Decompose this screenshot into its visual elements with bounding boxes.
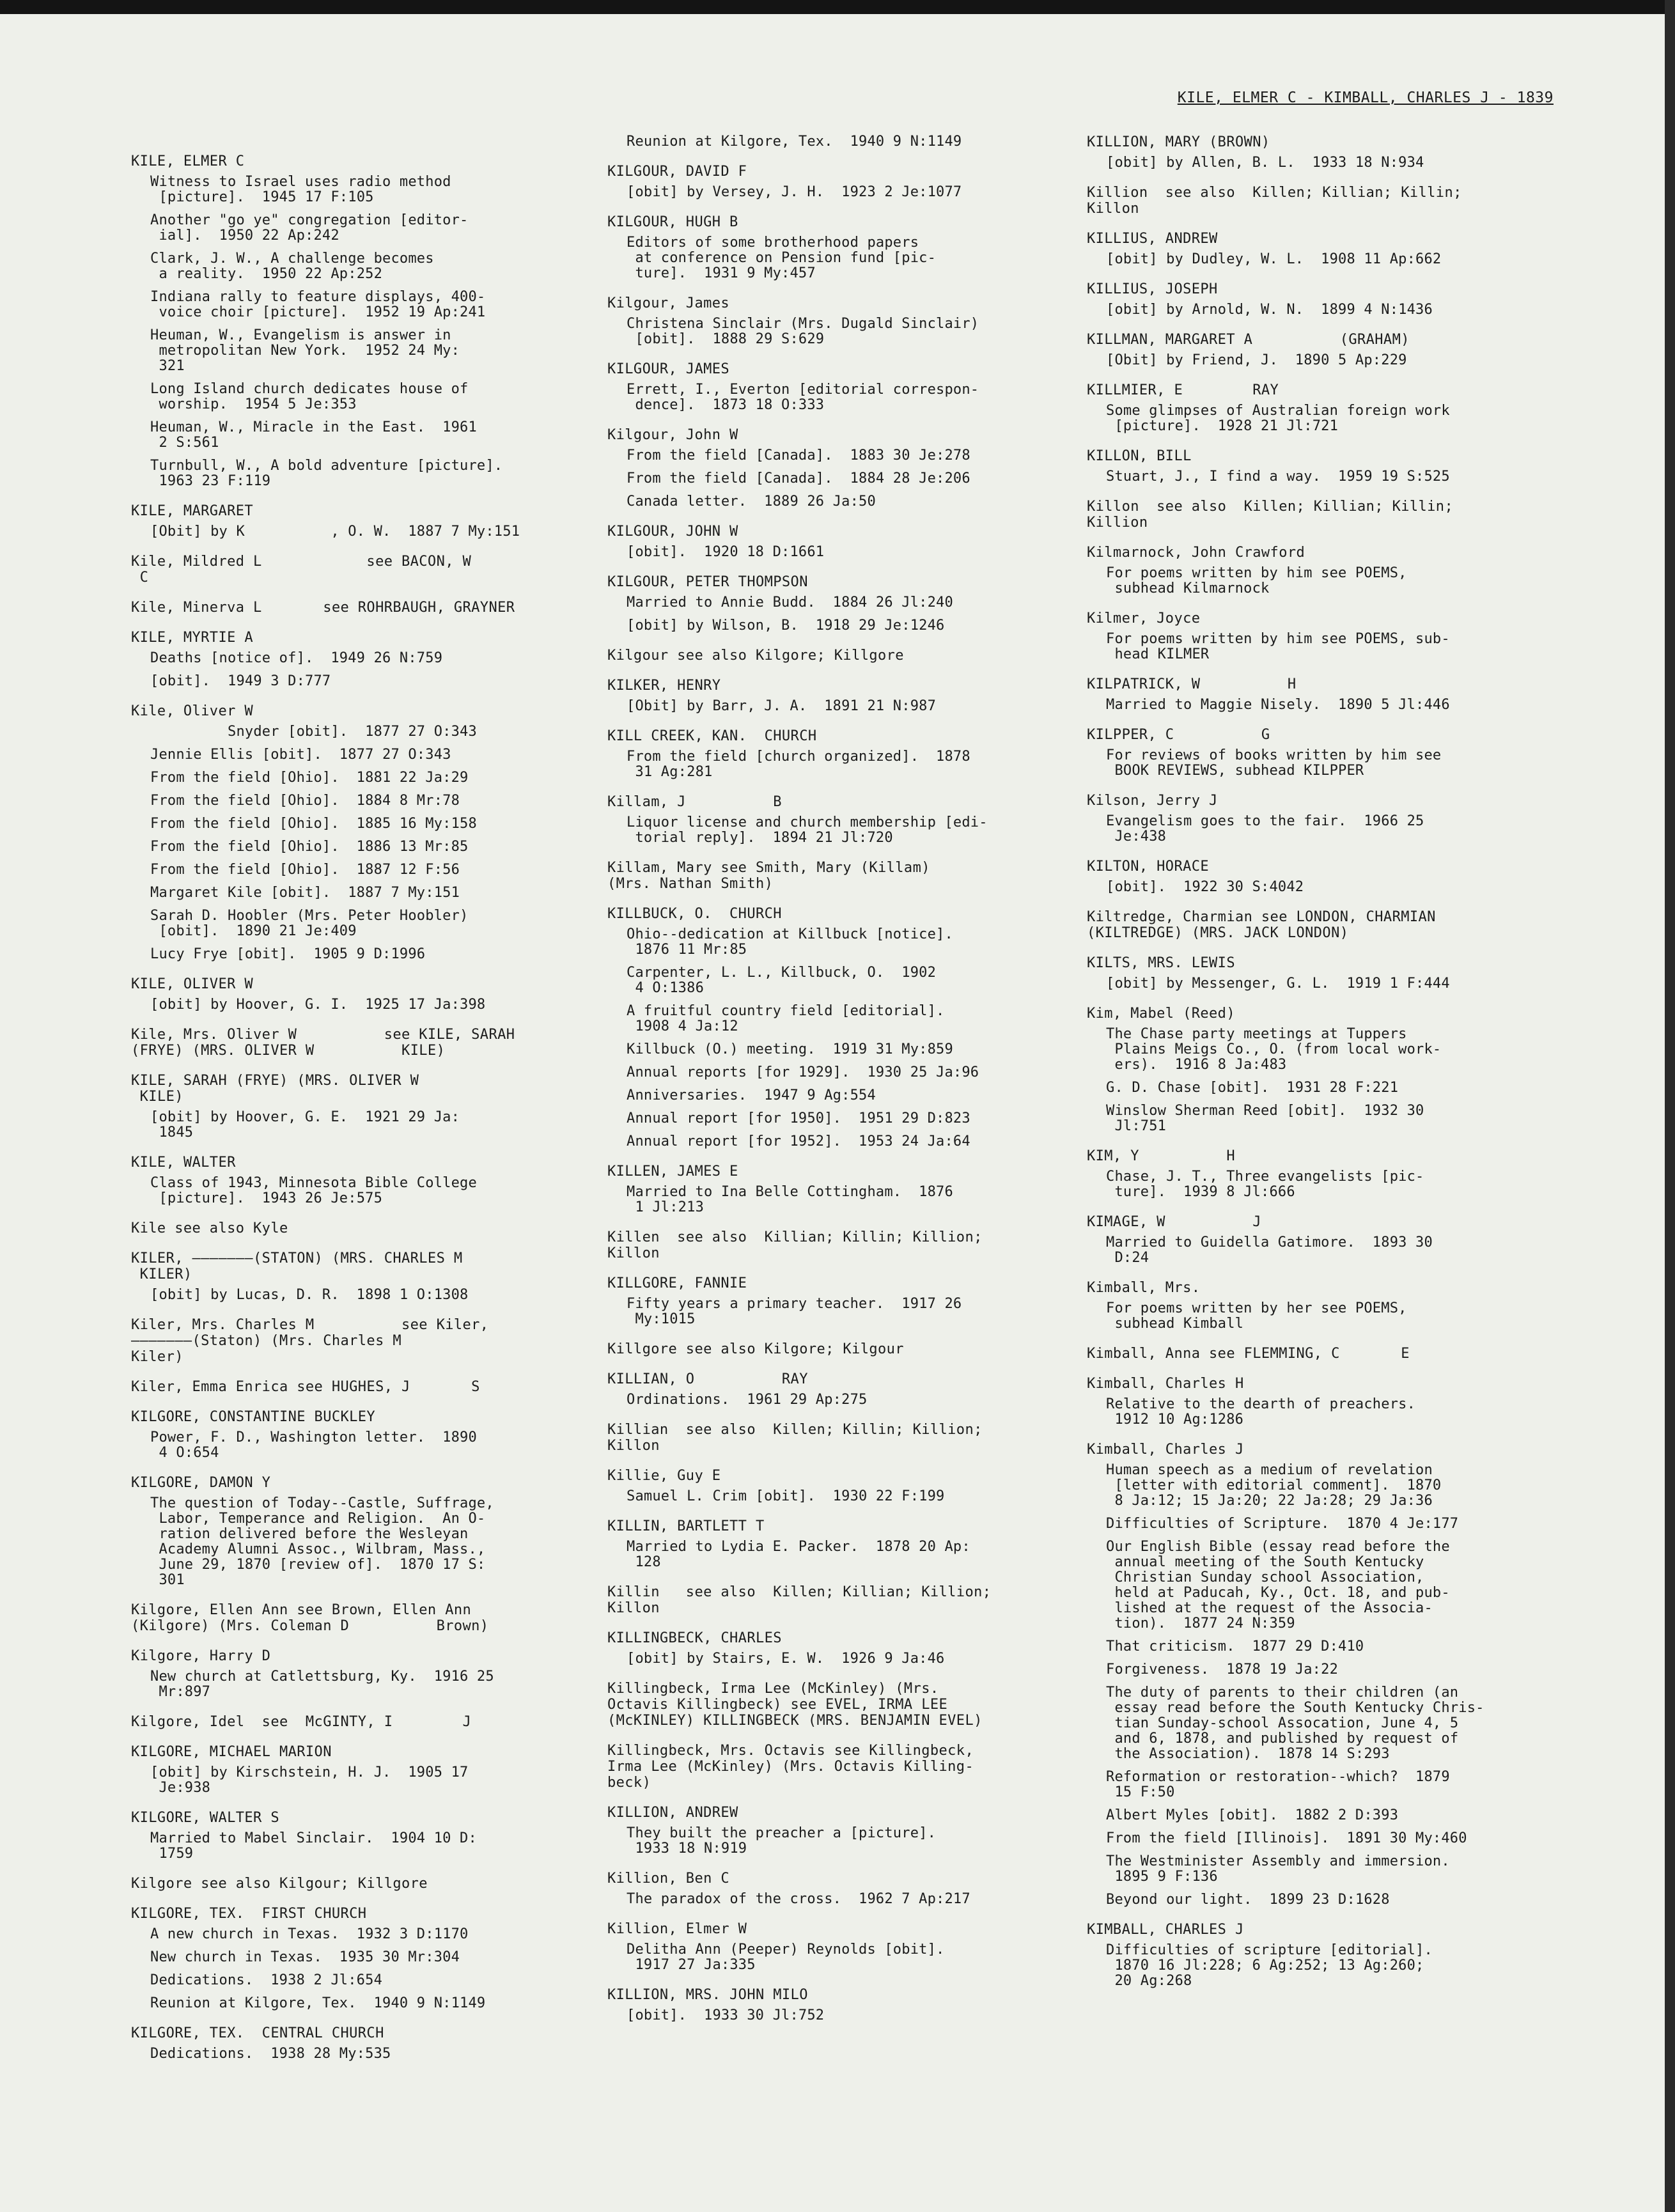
index-entry xyxy=(607,1743,1080,1791)
index-entry xyxy=(607,1229,1080,1261)
entry-heading: Killingbeck, Mrs. Octavis see Killingbeck, Irma Lee (McKinley) (Mrs. Octavis Killing- beck) xyxy=(607,1743,974,1791)
index-entry xyxy=(131,1744,604,1796)
entry-heading: KILE, MYRTIE A xyxy=(131,630,254,646)
entry-reference: Liquor license and church membership [edi- torial reply]. 1894 21 Jl:720 xyxy=(627,814,988,846)
index-entry xyxy=(607,794,1080,846)
entry-heading: KILPPER, C G xyxy=(1087,727,1270,743)
entry-heading: Kilson, Jerry J xyxy=(1087,793,1218,809)
index-entry xyxy=(1087,1376,1560,1428)
index-entry xyxy=(1087,1280,1560,1332)
entry-reference: [obit] by Stairs, E. W. 1926 9 Ja:46 xyxy=(627,1651,945,1667)
index-entry xyxy=(1087,134,1560,171)
entry-heading: Kilgour, James xyxy=(607,295,730,311)
entry-reference: Delitha Ann (Peeper) Reynolds [obit]. 1917 27 Ja:335 xyxy=(627,1942,945,1973)
index-entry xyxy=(607,524,1080,560)
entry-heading: KILGORE, DAMON Y xyxy=(131,1475,271,1491)
index-entry xyxy=(1087,1006,1560,1134)
entry-reference: Married to Annie Budd. 1884 26 Jl:240 xyxy=(627,595,953,611)
entry-heading: Kilgore, Ellen Ann see Brown, Ellen Ann (Kilgore) (Mrs. Coleman D Brown) xyxy=(131,1602,489,1634)
entry-reference: Sarah D. Hoobler (Mrs. Peter Hoobler) [obit]. 1890 21 Je:409 xyxy=(150,908,469,939)
entry-heading: Killin see also Killen; Killian; Killion; Killon xyxy=(607,1584,992,1616)
index-entry xyxy=(131,703,604,962)
entry-heading: Kile, Mildred L see BACON, W C xyxy=(131,554,472,586)
entry-heading: KILGOUR, PETER THOMPSON xyxy=(607,574,808,590)
entry-reference: Annual report [for 1950]. 1951 29 D:823 xyxy=(627,1110,970,1126)
entry-reference: For poems written by her see POEMS, subhead Kimball xyxy=(1106,1300,1407,1332)
entry-heading: Kilgore see also Kilgour; Killgore xyxy=(131,1876,428,1892)
entry-heading: Killgore see also Kilgore; Kilgour xyxy=(607,1341,904,1357)
entry-heading: KILGORE, CONSTANTINE BUCKLEY xyxy=(131,1409,376,1425)
page-header: KILE, ELMER C - KIMBALL, CHARLES J - 1839 xyxy=(1177,90,1554,106)
entry-heading: KILLIUS, ANDREW xyxy=(1087,231,1218,247)
index-entry xyxy=(607,678,1080,714)
entry-heading: KILGOUR, JOHN W xyxy=(607,524,738,540)
entry-reference: New church in Texas. 1935 30 Mr:304 xyxy=(150,1949,460,1965)
entry-reference: Married to Mabel Sinclair. 1904 10 D: 1759 xyxy=(150,1830,477,1862)
entry-reference: Forgiveness. 1878 19 Ja:22 xyxy=(1106,1662,1339,1678)
entry-reference: Samuel L. Crim [obit]. 1930 22 F:199 xyxy=(627,1488,945,1504)
entry-reference: Married to Lydia E. Packer. 1878 20 Ap: 128 xyxy=(627,1539,970,1570)
entry-heading: Kile see also Kyle xyxy=(131,1220,288,1236)
entry-heading: KILE, OLIVER W xyxy=(131,976,254,992)
index-entry xyxy=(607,648,1080,664)
entry-reference: Jennie Ellis [obit]. 1877 27 O:343 xyxy=(150,747,451,763)
entry-heading: KILE, WALTER xyxy=(131,1155,236,1171)
entry-reference: Christena Sinclair (Mrs. Dugald Sinclair) [obit]. 1888 29 S:629 xyxy=(627,316,979,347)
index-entry xyxy=(1087,499,1560,531)
index-entry xyxy=(607,1341,1080,1357)
index-entry xyxy=(607,1468,1080,1504)
index-entry xyxy=(607,427,1080,510)
index-entry xyxy=(1087,1346,1560,1362)
entry-reference: [obit] by Allen, B. L. 1933 18 N:934 xyxy=(1106,155,1424,171)
entry-heading: KILE, ELMER C xyxy=(131,153,245,169)
entry-heading: KILLEN, JAMES E xyxy=(607,1164,738,1180)
entry-reference: Stuart, J., I find a way. 1959 19 S:525 xyxy=(1106,469,1450,485)
entry-reference: [obit] by Lucas, D. R. 1898 1 O:1308 xyxy=(150,1287,469,1303)
index-entry xyxy=(131,1906,604,2011)
entry-reference: Married to Ina Belle Cottingham. 1876 1 Jl:213 xyxy=(627,1184,953,1215)
entry-reference: Albert Myles [obit]. 1882 2 D:393 xyxy=(1106,1807,1399,1823)
index-entry xyxy=(131,1409,604,1461)
entry-heading: Kile, Mrs. Oliver W see KILE, SARAH (FRYE) (MRS. OLIVER W KILE) xyxy=(131,1027,515,1059)
entry-heading: KILGORE, MICHAEL MARION xyxy=(131,1744,332,1760)
entry-heading: KIMAGE, W J xyxy=(1087,1214,1261,1230)
index-entry xyxy=(1087,909,1560,941)
entry-reference: [obit] by Hoover, G. I. 1925 17 Ja:398 xyxy=(150,997,486,1013)
entry-reference: Margaret Kile [obit]. 1887 7 My:151 xyxy=(150,885,460,901)
index-entry xyxy=(131,976,604,1013)
entry-reference: Heuman, W., Miracle in the East. 1961 2 S:561 xyxy=(150,419,477,451)
index-entry xyxy=(607,1371,1080,1408)
entry-heading: KILE, MARGARET xyxy=(131,503,254,519)
index-entry xyxy=(607,1921,1080,1973)
entry-heading: KILLMAN, MARGARET A (GRAHAM) xyxy=(1087,332,1410,348)
entry-heading: KILLBUCK, O. CHURCH xyxy=(607,906,782,922)
entry-heading: Kiltredge, Charmian see LONDON, CHARMIAN (KILTREDGE) (MRS. JACK LONDON) xyxy=(1087,909,1436,941)
entry-heading: Killen see also Killian; Killin; Killion; Killon xyxy=(607,1229,983,1261)
index-entry xyxy=(131,1220,604,1236)
entry-heading: KILGOUR, DAVID F xyxy=(607,164,747,180)
entry-heading: Killion, Ben C xyxy=(607,1871,730,1887)
entry-reference: Ordinations. 1961 29 Ap:275 xyxy=(627,1392,868,1408)
entry-reference: Annual reports [for 1929]. 1930 25 Ja:96 xyxy=(627,1064,979,1080)
index-entry xyxy=(131,1317,604,1365)
entry-heading: KIMBALL, CHARLES J xyxy=(1087,1922,1244,1938)
entry-reference: G. D. Chase [obit]. 1931 28 F:221 xyxy=(1106,1080,1399,1096)
entry-reference: Our English Bible (essay read before the annual meeting of the South Kentucky Christian Sunday school Association, held at Paducah, Ky., Oct. 18, and pub- lished at the request of the Associa- tion). 1877 24 N:359 xyxy=(1106,1539,1450,1632)
entry-reference: [obit] by Kirschstein, H. J. 1905 17 Je:938 xyxy=(150,1764,469,1796)
entry-reference: Reformation or restoration--which? 1879 15 F:50 xyxy=(1106,1769,1450,1800)
entry-heading: Kilgore, Harry D xyxy=(131,1648,271,1664)
entry-heading: KILLION, MARY (BROWN) xyxy=(1087,134,1270,150)
index-entry xyxy=(1087,231,1560,267)
entry-heading: Killam, J B xyxy=(607,794,782,810)
entry-heading: Kimball, Charles H xyxy=(1087,1376,1244,1392)
index-entry xyxy=(607,164,1080,200)
index-entry xyxy=(1087,382,1560,434)
entry-heading: KILER, ———————(STATON) (MRS. CHARLES M KILER) xyxy=(131,1250,463,1282)
entry-reference: [obit] by Arnold, W. N. 1899 4 N:1436 xyxy=(1106,302,1433,318)
index-entry xyxy=(607,1584,1080,1616)
index-entry xyxy=(131,1027,604,1059)
entry-heading: KILLION, ANDREW xyxy=(607,1805,738,1821)
entry-reference: Witness to Israel uses radio method [picture]. 1945 17 F:105 xyxy=(150,174,451,205)
entry-reference: [obit] by Messenger, G. L. 1919 1 F:444 xyxy=(1106,976,1450,992)
index-entry xyxy=(131,630,604,689)
entry-heading: Kilgour, John W xyxy=(607,427,738,443)
entry-reference: From the field [Illinois]. 1891 30 My:460 xyxy=(1106,1830,1467,1846)
entry-reference: Beyond our light. 1899 23 D:1628 xyxy=(1106,1892,1390,1908)
entry-heading: Killion see also Killen; Killian; Killin; Killon xyxy=(1087,185,1462,217)
entry-heading: KILPATRICK, W H xyxy=(1087,676,1297,692)
index-entry xyxy=(131,1250,604,1303)
entry-reference: Killbuck (O.) meeting. 1919 31 My:859 xyxy=(627,1041,953,1057)
entry-heading: KILL CREEK, KAN. CHURCH xyxy=(607,728,817,744)
entry-heading: Kilmer, Joyce xyxy=(1087,611,1201,627)
entry-reference: New church at Catlettsburg, Ky. 1916 25 Mr:897 xyxy=(150,1669,494,1700)
entry-heading: Kimball, Anna see FLEMMING, C E xyxy=(1087,1346,1410,1362)
index-entry xyxy=(607,361,1080,413)
index-entry xyxy=(1087,1148,1560,1200)
entry-reference: Ohio--dedication at Killbuck [notice]. 1876 11 Mr:85 xyxy=(627,926,953,958)
entry-reference: Dedications. 1938 28 My:535 xyxy=(150,2046,391,2062)
entry-reference: A fruitful country field [editorial]. 1908 4 Ja:12 xyxy=(627,1003,945,1034)
index-entry xyxy=(607,1518,1080,1570)
entry-reference: Annual report [for 1952]. 1953 24 Ja:64 xyxy=(627,1133,970,1149)
entry-reference: Turnbull, W., A bold adventure [picture]. 1963 23 F:119 xyxy=(150,458,503,489)
index-entry xyxy=(1087,1442,1560,1908)
entry-reference: From the field [Ohio]. 1887 12 F:56 xyxy=(150,862,460,878)
index-entry xyxy=(131,1379,604,1395)
index-entry xyxy=(1087,859,1560,895)
entry-reference: [obit] by Dudley, W. L. 1908 11 Ap:662 xyxy=(1106,251,1442,267)
entry-reference: Deaths [notice of]. 1949 26 N:759 xyxy=(150,650,443,666)
entry-heading: KILLIUS, JOSEPH xyxy=(1087,281,1218,297)
entry-reference: Fifty years a primary teacher. 1917 26 My:1015 xyxy=(627,1296,962,1327)
entry-heading: Kimball, Mrs. xyxy=(1087,1280,1201,1296)
entry-heading: KILLION, MRS. JOHN MILO xyxy=(607,1987,808,2003)
entry-reference: Indiana rally to feature displays, 400- voice choir [picture]. 1952 19 Ap:241 xyxy=(150,289,486,320)
entry-heading: KILLIN, BARTLETT T xyxy=(607,1518,765,1534)
entry-heading: KILKER, HENRY xyxy=(607,678,721,694)
index-entry xyxy=(131,1876,604,1892)
entry-reference: From the field [Canada]. 1883 30 Je:278 xyxy=(627,448,970,463)
entry-reference: [obit]. 1920 18 D:1661 xyxy=(627,544,825,560)
index-entry xyxy=(131,1602,604,1634)
index-entry xyxy=(1087,611,1560,662)
entry-heading: KILTON, HORACE xyxy=(1087,859,1210,875)
entry-reference: From the field [Ohio]. 1886 13 Mr:85 xyxy=(150,839,469,855)
entry-heading: KILGOUR, JAMES xyxy=(607,361,730,377)
index-entry xyxy=(1087,545,1560,596)
entry-reference: Winslow Sherman Reed [obit]. 1932 30 Jl:751 xyxy=(1106,1103,1424,1134)
index-entry xyxy=(131,2025,604,2062)
index-entry xyxy=(131,1810,604,1862)
index-entry xyxy=(607,574,1080,634)
entry-reference: Some glimpses of Australian foreign work [picture]. 1928 21 Jl:721 xyxy=(1106,403,1450,434)
entry-reference: [obit] by Hoover, G. E. 1921 29 Ja: 1845 xyxy=(150,1109,460,1141)
index-entry xyxy=(1087,727,1560,779)
entry-heading: KILGOUR, HUGH B xyxy=(607,214,738,230)
index-entry xyxy=(607,1871,1080,1907)
entry-reference: From the field [Ohio]. 1881 22 Ja:29 xyxy=(150,770,469,786)
index-entry xyxy=(1087,281,1560,318)
entry-heading: Kilgore, Idel see McGINTY, I J xyxy=(131,1714,472,1730)
entry-reference: [Obit] by Friend, J. 1890 5 Ap:229 xyxy=(1106,352,1407,368)
index-entry xyxy=(131,1648,604,1700)
index-entry xyxy=(1087,955,1560,992)
entry-reference: A new church in Texas. 1932 3 D:1170 xyxy=(150,1926,469,1942)
entry-heading: Kimball, Charles J xyxy=(1087,1442,1244,1458)
index-entry xyxy=(607,1987,1080,2023)
index-entry xyxy=(607,1681,1080,1729)
entry-reference: For poems written by him see POEMS, sub- head KILMER xyxy=(1106,631,1450,662)
entry-reference: [Obit] by Barr, J. A. 1891 21 N:987 xyxy=(627,698,937,714)
entry-heading: KILLGORE, FANNIE xyxy=(607,1275,747,1291)
entry-reference: [obit] by Versey, J. H. 1923 2 Je:1077 xyxy=(627,184,962,200)
entry-heading: KIM, Y H xyxy=(1087,1148,1235,1164)
index-entry xyxy=(1087,676,1560,713)
entry-heading: Killon see also Killen; Killian; Killin; Killion xyxy=(1087,499,1454,531)
index-entry xyxy=(131,1714,604,1730)
scan-top-edge xyxy=(0,0,1675,14)
entry-heading: Killian see also Killen; Killin; Killion; Killon xyxy=(607,1422,983,1454)
index-entry xyxy=(607,1630,1080,1667)
index-entry xyxy=(131,1073,604,1141)
entry-reference: [obit] by Wilson, B. 1918 29 Je:1246 xyxy=(627,618,945,634)
entry-heading: Killingbeck, Irma Lee (McKinley) (Mrs. Octavis Killingbeck) see EVEL, IRMA LEE (McKINLEY) KILLINGBECK (MRS. BENJAMIN EVEL) xyxy=(607,1681,983,1729)
entry-heading: KILGORE, TEX. FIRST CHURCH xyxy=(131,1906,367,1922)
entry-reference: [obit]. 1922 30 S:4042 xyxy=(1106,879,1304,895)
entry-heading: KILGORE, TEX. CENTRAL CHURCH xyxy=(131,2025,384,2041)
index-entry xyxy=(607,295,1080,347)
index-entry xyxy=(607,860,1080,892)
entry-reference: [obit]. 1933 30 Jl:752 xyxy=(627,2007,825,2023)
index-entry xyxy=(607,1422,1080,1454)
index-entry xyxy=(1087,332,1560,368)
entry-reference: Errett, I., Everton [editorial correspon- dence]. 1873 18 O:333 xyxy=(627,382,979,413)
entry-reference: Married to Guidella Gatimore. 1893 30 D:24 xyxy=(1106,1235,1433,1266)
index-entry xyxy=(607,906,1080,1149)
entry-reference: Carpenter, L. L., Killbuck, O. 1902 4 O:1386 xyxy=(627,965,937,996)
entry-reference: For reviews of books written by him see BOOK REVIEWS, subhead KILPPER xyxy=(1106,747,1442,779)
index-entry xyxy=(1087,1214,1560,1266)
entry-reference: The paradox of the cross. 1962 7 Ap:217 xyxy=(627,1891,970,1907)
index-column-right xyxy=(1087,134,1560,2003)
entry-heading: Killie, Guy E xyxy=(607,1468,721,1484)
entry-reference: Editors of some brotherhood papers at conference on Pension fund [pic- ture]. 1931 9 My:457 xyxy=(627,235,937,281)
entry-heading: Killion, Elmer W xyxy=(607,1921,747,1937)
entry-heading: KILLON, BILL xyxy=(1087,448,1192,464)
entry-heading: KILE, SARAH (FRYE) (MRS. OLIVER W KILE) xyxy=(131,1073,419,1105)
index-entry xyxy=(131,554,604,586)
entry-reference: Another "go ye" congregation [editor- ial]. 1950 22 Ap:242 xyxy=(150,212,469,244)
entry-reference: The Chase party meetings at Tuppers Plains Meigs Co., O. (from local work- ers). 1916 8 Ja:483 xyxy=(1106,1026,1442,1073)
index-entry xyxy=(607,1805,1080,1857)
entry-reference: From the field [Ohio]. 1885 16 My:158 xyxy=(150,816,477,832)
index-entry xyxy=(607,728,1080,780)
entry-reference: Snyder [obit]. 1877 27 O:343 xyxy=(150,724,477,740)
entry-heading: Kiler, Emma Enrica see HUGHES, J S xyxy=(131,1379,480,1395)
index-entry xyxy=(1087,793,1560,845)
entry-reference: The duty of parents to their children (an essay read before the South Kentucky Chris- tian Sunday-school Assocation, June 4, 5 and 6, 1878, and published by request of the Association). 1878 14 S:293 xyxy=(1106,1685,1484,1762)
index-entry xyxy=(131,1475,604,1588)
entry-reference: Lucy Frye [obit]. 1905 9 D:1996 xyxy=(150,946,426,962)
index-entry xyxy=(607,1275,1080,1327)
index-entry xyxy=(1087,448,1560,485)
entry-reference: For poems written by him see POEMS, subhead Kilmarnock xyxy=(1106,565,1407,596)
entry-reference: Heuman, W., Evangelism is answer in metropolitan New York. 1952 24 My: 321 xyxy=(150,327,460,374)
entry-reference: Long Island church dedicates house of worship. 1954 5 Je:353 xyxy=(150,381,469,412)
entry-heading: KILGORE, WALTER S xyxy=(131,1810,279,1826)
entry-reference: Canada letter. 1889 26 Ja:50 xyxy=(627,494,876,510)
index-columns xyxy=(0,134,1675,2180)
index-entry xyxy=(1087,185,1560,217)
entry-reference: They built the preacher a [picture]. 1933 18 N:919 xyxy=(627,1825,937,1857)
entry-reference: Difficulties of scripture [editorial]. 1870 16 Jl:228; 6 Ag:252; 13 Ag:260; 20 Ag:268 xyxy=(1106,1942,1433,1989)
index-entry xyxy=(131,503,604,540)
entry-reference: Clark, J. W., A challenge becomes a reality. 1950 22 Ap:252 xyxy=(150,251,434,282)
entry-heading: KILTS, MRS. LEWIS xyxy=(1087,955,1235,971)
entry-reference: The Westminister Assembly and immersion. 1895 9 F:136 xyxy=(1106,1853,1450,1885)
entry-reference: Difficulties of Scripture. 1870 4 Je:177 xyxy=(1106,1516,1459,1532)
entry-reference: The question of Today--Castle, Suffrage, Labor, Temperance and Religion. An O- ration delivered before the Wesleyan Academy Alumni Assoc., Wilbram, Mass., June 29, 1870 [review of]. 1870 17 S: 301 xyxy=(150,1495,494,1588)
entry-heading: Kilmarnock, John Crawford xyxy=(1087,545,1305,561)
entry-reference: Dedications. 1938 2 Jl:654 xyxy=(150,1972,383,1988)
index-column-left xyxy=(131,153,604,2076)
index-entry xyxy=(607,1164,1080,1215)
entry-heading: KILLINGBECK, CHARLES xyxy=(607,1630,782,1646)
entry-heading: Kilgour see also Kilgore; Killgore xyxy=(607,648,904,664)
entry-heading: Kile, Oliver W xyxy=(131,703,254,719)
index-column-middle xyxy=(607,134,1080,2037)
entry-reference: Married to Maggie Nisely. 1890 5 Jl:446 xyxy=(1106,697,1450,713)
index-entry xyxy=(607,134,1080,150)
entry-heading: Kiler, Mrs. Charles M see Kiler, ———————(Staton) (Mrs. Charles M Kiler) xyxy=(131,1317,489,1365)
entry-reference: From the field [Ohio]. 1884 8 Mr:78 xyxy=(150,793,460,809)
entry-reference: Reunion at Kilgore, Tex. 1940 9 N:1149 xyxy=(627,134,962,150)
entry-reference: Reunion at Kilgore, Tex. 1940 9 N:1149 xyxy=(150,1995,486,2011)
entry-heading: Killam, Mary see Smith, Mary (Killam) (Mrs. Nathan Smith) xyxy=(607,860,930,892)
index-entry xyxy=(131,1155,604,1206)
entry-reference: Evangelism goes to the fair. 1966 25 Je:438 xyxy=(1106,813,1424,845)
entry-reference: From the field [church organized]. 1878 31 Ag:281 xyxy=(627,749,970,780)
entry-reference: Human speech as a medium of revelation [letter with editorial comment]. 1870 8 Ja:12; 15 Ja:20; 22 Ja:28; 29 Ja:36 xyxy=(1106,1462,1442,1509)
entry-reference: [Obit] by K , O. W. 1887 7 My:151 xyxy=(150,524,520,540)
index-entry xyxy=(1087,1922,1560,1989)
index-entry xyxy=(131,600,604,616)
entry-reference: Anniversaries. 1947 9 Ag:554 xyxy=(627,1087,876,1103)
entry-heading: KILLIAN, O RAY xyxy=(607,1371,808,1387)
entry-heading: KILLMIER, E RAY xyxy=(1087,382,1279,398)
entry-reference: Relative to the dearth of preachers. 1912 10 Ag:1286 xyxy=(1106,1396,1416,1428)
entry-reference: Chase, J. T., Three evangelists [pic- ture]. 1939 8 Jl:666 xyxy=(1106,1169,1424,1200)
entry-reference: Class of 1943, Minnesota Bible College [picture]. 1943 26 Je:575 xyxy=(150,1175,477,1206)
entry-reference: From the field [Canada]. 1884 28 Je:206 xyxy=(627,471,970,487)
entry-heading: Kim, Mabel (Reed) xyxy=(1087,1006,1235,1022)
index-entry xyxy=(607,214,1080,281)
index-entry xyxy=(131,153,604,489)
entry-reference: Power, F. D., Washington letter. 1890 4 O:654 xyxy=(150,1429,477,1461)
entry-heading: Kile, Minerva L see ROHRBAUGH, GRAYNER xyxy=(131,600,515,616)
entry-reference: That criticism. 1877 29 D:410 xyxy=(1106,1639,1364,1655)
entry-reference: [obit]. 1949 3 D:777 xyxy=(150,673,331,689)
